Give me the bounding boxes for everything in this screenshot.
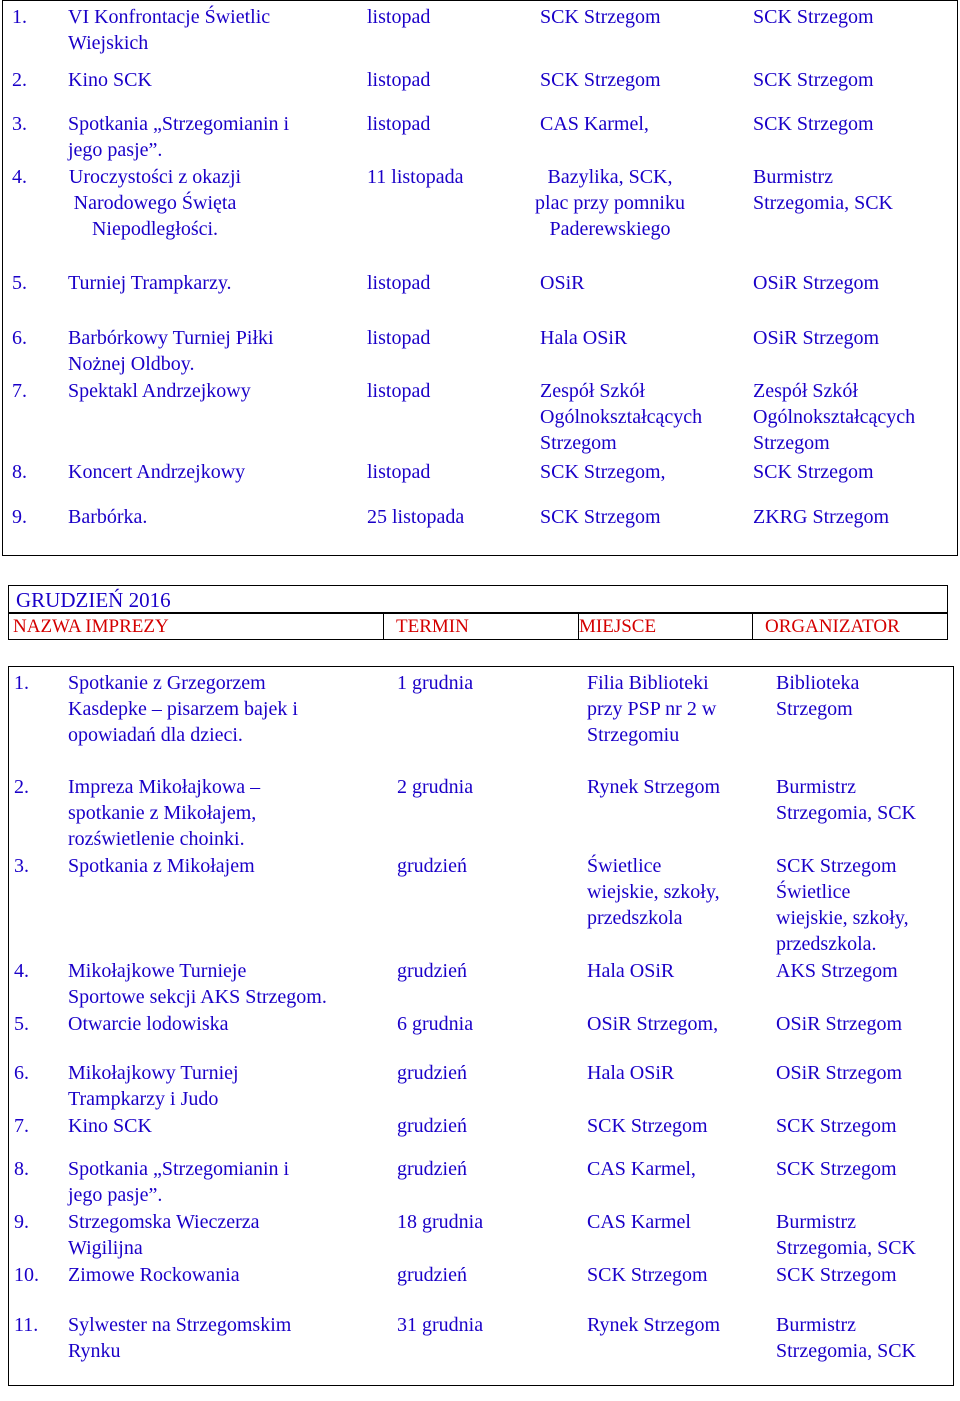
cell-place: plac przy pomniku <box>535 192 685 214</box>
cell-term: 18 grudnia <box>397 1211 484 1233</box>
cell-term: listopad <box>367 272 431 294</box>
cell-org: wiejskie, szkoły, <box>776 907 909 929</box>
cell-place: SCK Strzegom <box>540 69 661 91</box>
cell-name: rozświetlenie choinki. <box>68 828 245 850</box>
cell-place: CAS Karmel <box>587 1211 691 1233</box>
cell-place: przedszkola <box>587 907 683 929</box>
cell-place: wiejskie, szkoły, <box>587 881 720 903</box>
cell-org: Ogólnokształcących <box>753 406 916 428</box>
cell-term: grudzień <box>397 960 467 982</box>
cell-name: Spotkania „Strzegomianin i <box>68 113 290 135</box>
cell-name: Narodowego Święta <box>73 192 237 214</box>
cell-name: Trampkarzy i Judo <box>68 1088 219 1110</box>
cell-org: OSiR Strzegom <box>776 1062 903 1084</box>
cell-org: przedszkola. <box>776 933 877 955</box>
cell-term: 11 listopada <box>367 166 464 188</box>
december-title: GRUDZIEŃ 2016 <box>16 588 171 612</box>
cell-org: Strzegomia, SCK <box>776 802 916 824</box>
cell-org: OSiR Strzegom <box>753 272 880 294</box>
cell-name: Sportowe sekcji AKS Strzegom. <box>68 986 327 1008</box>
cell-name: Strzegomska Wieczerza <box>68 1211 260 1233</box>
cell-org: Strzegomia, SCK <box>776 1340 916 1362</box>
cell-name: Otwarcie lodowiska <box>68 1013 229 1035</box>
cell-org: Strzegom <box>753 432 830 454</box>
cell-place: Świetlice <box>587 855 662 877</box>
cell-name: Spektakl Andrzejkowy <box>68 380 251 402</box>
cell-place: OSiR Strzegom, <box>587 1013 719 1035</box>
header-name: NAZWA IMPREZY <box>9 614 384 640</box>
cell-name: Rynku <box>68 1340 121 1362</box>
cell-org: SCK Strzegom <box>776 1264 897 1286</box>
december-header-row <box>8 613 948 640</box>
cell-num: 9. <box>14 1211 29 1233</box>
cell-num: 4. <box>14 960 29 982</box>
header-place: MIEJSCE <box>579 614 753 640</box>
cell-org: Strzegomia, SCK <box>753 192 893 214</box>
cell-num: 5. <box>14 1013 29 1035</box>
cell-org: ZKRG Strzegom <box>753 506 890 528</box>
cell-num: 4. <box>12 166 27 188</box>
cell-name: Barbórkowy Turniej Piłki <box>68 327 274 349</box>
cell-name: Nożnej Oldboy. <box>68 353 195 375</box>
cell-org: Burmistrz <box>776 1211 856 1233</box>
cell-place: Strzegomiu <box>587 724 680 746</box>
cell-name: Kino SCK <box>68 69 152 91</box>
cell-org: Burmistrz <box>753 166 833 188</box>
cell-place: SCK Strzegom <box>587 1264 708 1286</box>
cell-name: jego pasje”. <box>68 1184 163 1206</box>
cell-org: SCK Strzegom <box>753 6 874 28</box>
cell-term: 25 listopada <box>367 506 465 528</box>
cell-org: AKS Strzegom <box>776 960 898 982</box>
cell-place: Hala OSiR <box>587 960 675 982</box>
cell-place: Paderewskiego <box>549 218 671 240</box>
cell-name: Spotkania „Strzegomianin i <box>68 1158 290 1180</box>
cell-term: listopad <box>367 461 431 483</box>
cell-term: listopad <box>367 69 431 91</box>
cell-num: 3. <box>14 855 29 877</box>
cell-org: Biblioteka <box>776 672 860 694</box>
cell-term: listopad <box>367 327 431 349</box>
cell-name: Turniej Trampkarzy. <box>68 272 232 294</box>
cell-num: 7. <box>14 1115 29 1137</box>
cell-org: Świetlice <box>776 881 851 903</box>
cell-term: 1 grudnia <box>397 672 474 694</box>
cell-term: listopad <box>367 113 431 135</box>
cell-term: grudzień <box>397 1264 467 1286</box>
cell-place: SCK Strzegom <box>587 1115 708 1137</box>
cell-org: Strzegomia, SCK <box>776 1237 916 1259</box>
cell-org: Burmistrz <box>776 1314 856 1336</box>
cell-org: OSiR Strzegom <box>776 1013 903 1035</box>
cell-place: Rynek Strzegom <box>587 1314 721 1336</box>
cell-name: Wiejskich <box>68 32 149 54</box>
cell-place: Hala OSiR <box>587 1062 675 1084</box>
cell-org: SCK Strzegom <box>753 69 874 91</box>
cell-name: Mikołajkowe Turnieje <box>68 960 247 982</box>
cell-place: przy PSP nr 2 w <box>587 698 717 720</box>
cell-place: Rynek Strzegom <box>587 776 721 798</box>
header-term: TERMIN <box>384 614 579 640</box>
cell-place: CAS Karmel, <box>587 1158 696 1180</box>
cell-place: SCK Strzegom, <box>540 461 666 483</box>
cell-name: Sylwester na Strzegomskim <box>68 1314 292 1336</box>
cell-term: grudzień <box>397 1115 467 1137</box>
cell-term: grudzień <box>397 1158 467 1180</box>
cell-num: 2. <box>14 776 29 798</box>
cell-name: Mikołajkowy Turniej <box>68 1062 239 1084</box>
cell-term: listopad <box>367 380 431 402</box>
cell-org: Strzegom <box>776 698 853 720</box>
cell-num: 11. <box>14 1314 39 1336</box>
cell-name: jego pasje”. <box>68 139 163 161</box>
cell-num: 1. <box>12 6 27 28</box>
cell-place: OSiR <box>540 272 585 294</box>
cell-term: 6 grudnia <box>397 1013 474 1035</box>
cell-org: SCK Strzegom <box>776 1158 897 1180</box>
cell-num: 7. <box>12 380 27 402</box>
cell-term: grudzień <box>397 855 467 877</box>
cell-name: Koncert Andrzejkowy <box>68 461 246 483</box>
cell-org: SCK Strzegom <box>776 855 897 877</box>
cell-num: 8. <box>14 1158 29 1180</box>
cell-org: SCK Strzegom <box>776 1115 897 1137</box>
cell-org: SCK Strzegom <box>753 113 874 135</box>
cell-place: Zespół Szkół <box>540 380 645 402</box>
cell-place: SCK Strzegom <box>540 506 661 528</box>
cell-org: SCK Strzegom <box>753 461 874 483</box>
cell-term: listopad <box>367 6 431 28</box>
cell-name: Niepodległości. <box>91 218 219 240</box>
cell-term: 2 grudnia <box>397 776 474 798</box>
cell-place: SCK Strzegom <box>540 6 661 28</box>
cell-place: Filia Biblioteki <box>587 672 709 694</box>
cell-name: Kino SCK <box>68 1115 152 1137</box>
cell-name: Uroczystości z okazji <box>68 166 242 188</box>
cell-name: Impreza Mikołajkowa – <box>68 776 261 798</box>
cell-num: 6. <box>12 327 27 349</box>
cell-org: Burmistrz <box>776 776 856 798</box>
cell-name: Kasdepke – pisarzem bajek i <box>68 698 298 720</box>
cell-org: Zespół Szkół <box>753 380 858 402</box>
december-title-bar <box>8 585 948 613</box>
cell-name: VI Konfrontacje Świetlic <box>68 6 271 28</box>
cell-place: Strzegom <box>540 432 617 454</box>
cell-name: Barbórka. <box>68 506 148 528</box>
cell-org: OSiR Strzegom <box>753 327 880 349</box>
cell-num: 3. <box>12 113 27 135</box>
cell-place: Bazylika, SCK, <box>547 166 673 188</box>
cell-name: Wigilijna <box>68 1237 143 1259</box>
cell-num: 1. <box>14 672 29 694</box>
cell-name: Zimowe Rockowania <box>68 1264 240 1286</box>
cell-term: 31 grudnia <box>397 1314 484 1336</box>
cell-num: 6. <box>14 1062 29 1084</box>
cell-num: 2. <box>12 69 27 91</box>
cell-term: grudzień <box>397 1062 467 1084</box>
header-organizer: ORGANIZATOR <box>765 616 900 637</box>
cell-num: 9. <box>12 506 27 528</box>
cell-name: spotkanie z Mikołajem, <box>68 802 257 824</box>
cell-place: Ogólnokształcących <box>540 406 703 428</box>
cell-place: Hala OSiR <box>540 327 628 349</box>
cell-name: opowiadań dla dzieci. <box>68 724 243 746</box>
cell-num: 10. <box>14 1264 39 1286</box>
cell-num: 8. <box>12 461 27 483</box>
cell-num: 5. <box>12 272 27 294</box>
cell-place: CAS Karmel, <box>540 113 649 135</box>
cell-name: Spotkania z Mikołajem <box>68 855 255 877</box>
cell-name: Spotkanie z Grzegorzem <box>68 672 266 694</box>
